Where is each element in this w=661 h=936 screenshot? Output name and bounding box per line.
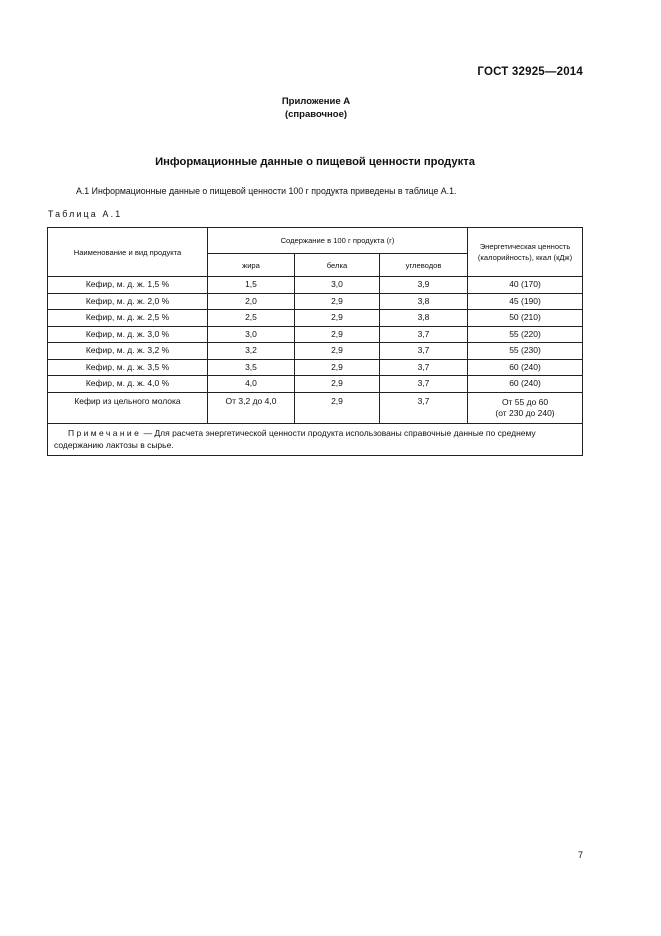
cell-carbs: 3,8	[380, 293, 468, 310]
cell-product-name: Кефир, м. д. ж. 3,0 %	[48, 326, 208, 343]
cell-energy: 40 (170)	[468, 277, 583, 294]
cell-product-name: Кефир, м. д. ж. 3,5 %	[48, 359, 208, 376]
header-energy: Энергетическая ценность (калорийность), ккал (кДж)	[468, 228, 583, 277]
cell-carbs: 3,7	[380, 376, 468, 393]
intro-paragraph: А.1 Информационные данные о пищевой ценности 100 г продукта приведены в таблице А.1.	[76, 186, 457, 196]
appendix-heading	[0, 95, 632, 121]
note-text: — Для расчета энергетической ценности продукта использованы справочные данные по среднему содержанию лактозы в сырье.	[54, 428, 536, 450]
table-row	[48, 343, 583, 360]
cell-energy: 60 (240)	[468, 359, 583, 376]
cell-fat: 2,0	[208, 293, 295, 310]
cell-fat: 3,2	[208, 343, 295, 360]
standard-code: ГОСТ 32925—2014	[477, 66, 583, 78]
cell-product-name: Кефир из цельного молока	[48, 392, 208, 423]
cell-energy: 55 (230)	[468, 343, 583, 360]
table-caption: Таблица А.1	[48, 209, 123, 219]
cell-fat: 1,5	[208, 277, 295, 294]
header-product-name: Наименование и вид продукта	[48, 228, 208, 277]
cell-product-name: Кефир, м. д. ж. 3,2 %	[48, 343, 208, 360]
cell-product-name: Кефир, м. д. ж. 4,0 %	[48, 376, 208, 393]
cell-energy: 45 (190)	[468, 293, 583, 310]
cell-carbs: 3,7	[380, 343, 468, 360]
appendix-subtitle: (справочное)	[284, 109, 348, 120]
cell-energy: 50 (210)	[468, 310, 583, 327]
header-content: Содержание в 100 г продукта (г)	[208, 228, 468, 254]
cell-carbs: 3,8	[380, 310, 468, 327]
cell-energy: 60 (240)	[468, 376, 583, 393]
table-row	[48, 326, 583, 343]
cell-energy	[468, 392, 583, 423]
cell-fat: 4,0	[208, 376, 295, 393]
table-row	[48, 310, 583, 327]
energy-line-2: (от 230 до 240)	[495, 407, 555, 418]
cell-carbs: 3,7	[380, 359, 468, 376]
page-number: 7	[577, 850, 583, 860]
cell-carbs: 3,9	[380, 277, 468, 294]
cell-protein: 3,0	[295, 277, 380, 294]
cell-fat: От 3,2 до 4,0	[208, 392, 295, 423]
table-row	[48, 293, 583, 310]
cell-protein: 2,9	[295, 293, 380, 310]
cell-carbs: 3,7	[380, 392, 468, 423]
header-protein: белка	[295, 254, 380, 277]
table-row	[48, 359, 583, 376]
note-label: Примечание	[68, 428, 142, 438]
note-row	[48, 423, 583, 455]
energy-line-1: От 55 до 60	[501, 396, 549, 407]
cell-protein: 2,9	[295, 310, 380, 327]
table-row	[48, 376, 583, 393]
header-carbs: углеводов	[380, 254, 468, 277]
nutrition-table	[47, 227, 583, 456]
cell-protein: 2,9	[295, 326, 380, 343]
cell-protein: 2,9	[295, 359, 380, 376]
table-row	[48, 277, 583, 294]
table-note	[48, 423, 583, 455]
cell-protein: 2,9	[295, 376, 380, 393]
cell-energy: 55 (220)	[468, 326, 583, 343]
cell-fat: 2,5	[208, 310, 295, 327]
section-title: Информационные данные о пищевой ценности продукта	[155, 156, 475, 168]
cell-product-name: Кефир, м. д. ж. 2,0 %	[48, 293, 208, 310]
cell-carbs: 3,7	[380, 326, 468, 343]
cell-fat: 3,0	[208, 326, 295, 343]
cell-product-name: Кефир, м. д. ж. 2,5 %	[48, 310, 208, 327]
table-row	[48, 392, 583, 423]
cell-protein: 2,9	[295, 392, 380, 423]
header-fat: жира	[208, 254, 295, 277]
cell-product-name: Кефир, м. д. ж. 1,5 %	[48, 277, 208, 294]
cell-protein: 2,9	[295, 343, 380, 360]
cell-fat: 3,5	[208, 359, 295, 376]
appendix-title: Приложение А	[281, 96, 351, 107]
